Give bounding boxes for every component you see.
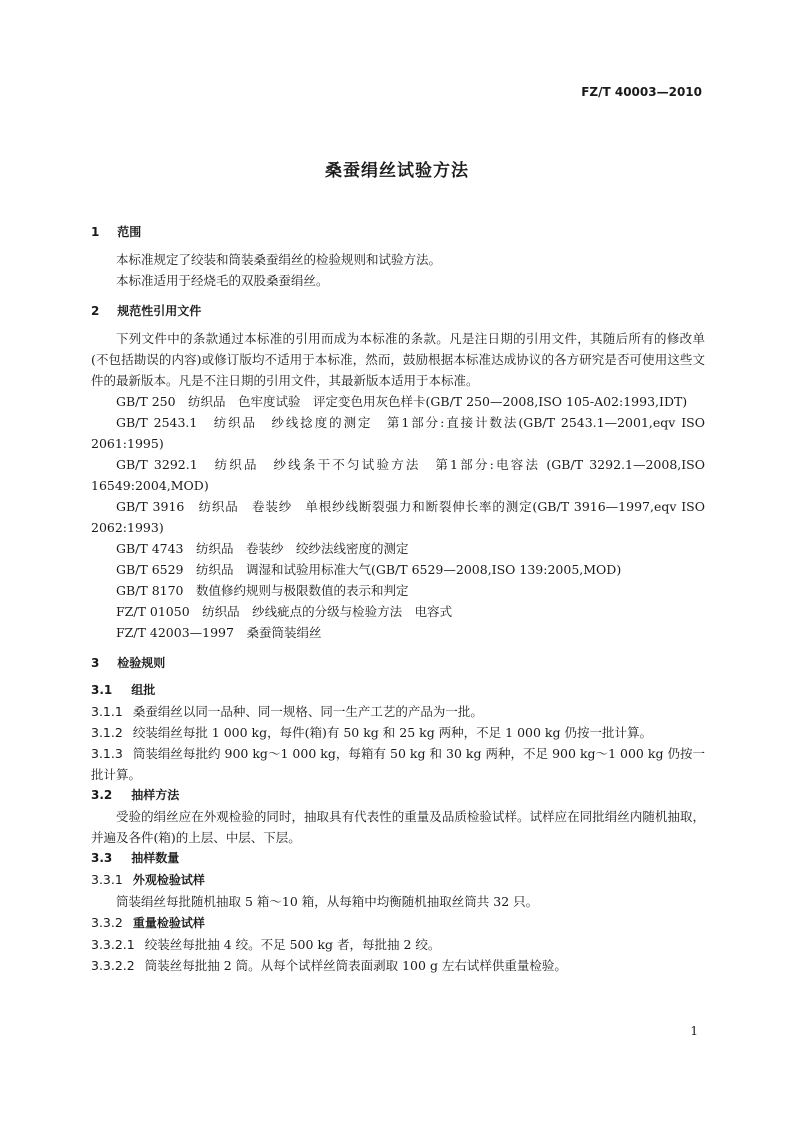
subsection-3-2-heading xyxy=(91,785,705,806)
subsection-number: 3.3.2 xyxy=(91,915,123,930)
section-number: 2 xyxy=(91,304,100,318)
subsection-title: 抽样方法 xyxy=(131,788,180,802)
section-title: 检验规则 xyxy=(117,656,166,670)
clause-3-1-3 xyxy=(91,743,705,785)
section-3-heading xyxy=(91,653,705,674)
subsection-3-3-1-heading xyxy=(91,869,705,891)
clause-text: 筒装丝每批抽 2 筒。从每个试样丝筒表面剥取 100 g 左右试样供重量检验。 xyxy=(144,958,567,973)
subsection-3-1-heading xyxy=(91,680,705,701)
section-number: 1 xyxy=(91,225,100,239)
section-1-heading xyxy=(91,222,705,243)
section-title: 范围 xyxy=(117,225,142,239)
subsection-number: 3.2 xyxy=(91,788,113,802)
paragraph: 受验的绢丝应在外观检验的同时，抽取具有代表性的重量及品质检验试样。试样应在同批绢丝内随机抽取，并遍及各件(箱)的上层、中层、下层。 xyxy=(91,809,705,845)
subsection-title: 组批 xyxy=(131,683,156,697)
standard-code: FZ/T 40003—2010 xyxy=(581,85,702,99)
reference-item: FZ/T 42003—1997 桑蚕筒装绢丝 xyxy=(116,625,322,640)
clause-text: 桑蚕绢丝以同一品种、同一规格、同一生产工艺的产品为一批。 xyxy=(132,704,483,719)
subsection-3-3-heading xyxy=(91,848,705,869)
reference-item: GB/T 2543.1 纺织品 纱线捻度的测定 第1部分:直接计数法(GB/T 2543.1—2001,eqv ISO 2061:1995) xyxy=(91,415,705,451)
paragraph: 筒装绢丝每批随机抽取 5 箱～10 箱，从每箱中均衡随机抽取丝筒共 32 只。 xyxy=(116,894,539,909)
reference-item: GB/T 3916 纺织品 卷装纱 单根纱线断裂强力和断裂伸长率的测定(GB/T 3916—1997,eqv ISO 2062:1993) xyxy=(91,499,705,535)
clause-text: 绞装丝每批抽 4 绞。不足 500 kg 者，每批抽 2 绞。 xyxy=(144,937,441,952)
reference-item: GB/T 6529 纺织品 调湿和试验用标准大气(GB/T 6529—2008,ISO 139:2005,MOD) xyxy=(116,562,622,577)
clause-number: 3.3.2.2 xyxy=(91,958,135,973)
subsection-number: 3.3.1 xyxy=(91,872,123,887)
reference-item: GB/T 8170 数值修约规则与极限数值的表示和判定 xyxy=(116,583,409,598)
reference-item: GB/T 250 纺织品 色牢度试验 评定变色用灰色样卡(GB/T 250—2008,ISO 105-A02:1993,IDT) xyxy=(116,394,688,409)
paragraph: 本标准规定了绞装和筒装桑蚕绢丝的检验规则和试验方法。 xyxy=(116,252,442,267)
document-title: 桑蚕绢丝试验方法 xyxy=(325,161,469,181)
clause-text: 筒装绢丝每批约 900 kg～1 000 kg，每箱有 50 kg 和 30 kg 两种，不足 900 kg～1 000 kg 仍按一批计算。 xyxy=(91,746,705,782)
page-number: 1 xyxy=(690,1024,698,1038)
subsection-title: 重量检验试样 xyxy=(132,916,205,930)
clause-3-1-2 xyxy=(91,722,705,743)
clause-number: 3.1.1 xyxy=(91,704,123,719)
clause-3-3-2-1 xyxy=(91,934,705,955)
clause-number: 3.1.3 xyxy=(91,746,123,761)
subsection-number: 3.3 xyxy=(91,851,113,865)
clause-3-1-1 xyxy=(91,701,705,722)
reference-item: GB/T 4743 纺织品 卷装纱 绞纱法线密度的测定 xyxy=(116,541,409,556)
clause-text: 绞装绢丝每批 1 000 kg，每件(箱)有 50 kg 和 25 kg 两种，不足 1 000 kg 仍按一批计算。 xyxy=(132,725,652,740)
clause-number: 3.1.2 xyxy=(91,725,123,740)
reference-item: GB/T 3292.1 纺织品 纱线条干不匀试验方法 第1部分:电容法 (GB/T 3292.1—2008,ISO 16549:2004,MOD) xyxy=(91,457,705,493)
paragraph: 本标准适用于经烧毛的双股桑蚕绢丝。 xyxy=(116,273,329,288)
section-number: 3 xyxy=(91,656,100,670)
subsection-3-3-2-heading xyxy=(91,912,705,934)
section-2-heading xyxy=(91,301,705,322)
paragraph: 下列文件中的条款通过本标准的引用而成为本标准的条款。凡是注日期的引用文件，其随后所有的修改单(不包括勘误的内容)或修订版均不适用于本标准，然而，鼓励根据本标准达成协议的各方研究是否可使用这些文件的最新版本。凡是不注日期的引用文件，其最新版本适用于本标准。 xyxy=(91,331,705,388)
reference-item: FZ/T 01050 纺织品 纱线疵点的分级与检验方法 电容式 xyxy=(116,604,453,619)
subsection-number: 3.1 xyxy=(91,683,113,697)
subsection-title: 外观检验试样 xyxy=(132,873,205,887)
section-title: 规范性引用文件 xyxy=(117,304,202,318)
clause-3-3-2-2 xyxy=(91,955,705,976)
document-body xyxy=(91,222,705,976)
clause-number: 3.3.2.1 xyxy=(91,937,135,952)
subsection-title: 抽样数量 xyxy=(131,851,180,865)
